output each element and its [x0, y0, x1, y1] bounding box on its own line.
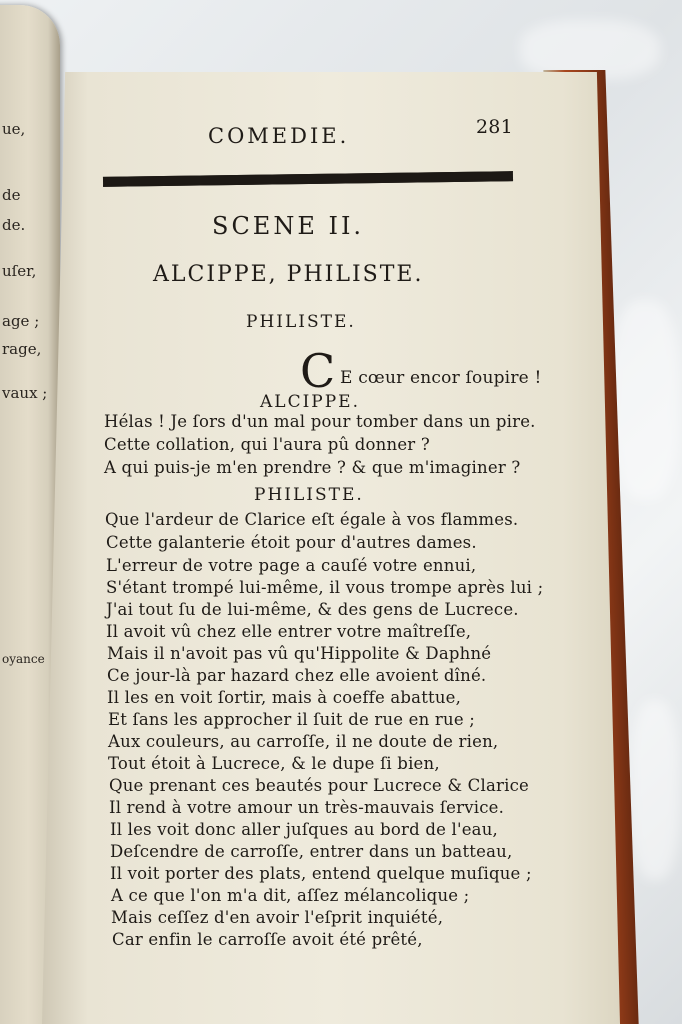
- left-page-fragment: rage,: [2, 340, 42, 358]
- running-head: COMEDIE.: [208, 124, 350, 148]
- verse-line: Cette collation, qui l'aura pû donner ?: [104, 435, 430, 454]
- verse-line: Il voit porter des plats, entend quelque muſique ;: [110, 864, 532, 883]
- drop-cap: C: [300, 344, 336, 398]
- left-page-fragment: de: [2, 186, 21, 204]
- left-page-fragment: vaux ;: [2, 384, 48, 402]
- verse-line: Il avoit vû chez elle entrer votre maîtreſſe,: [106, 622, 472, 641]
- verse-line: S'étant trompé lui-même, il vous trompe après lui ;: [106, 578, 544, 597]
- verse-line: Que prenant ces beautés pour Lucrece & Clarice: [109, 776, 529, 795]
- cloth-fold: [630, 700, 680, 880]
- verse-line: Car enfin le carroſſe avoit été prêté,: [112, 930, 423, 949]
- character-list: ALCIPPE, PHILISTE.: [153, 262, 424, 287]
- verse-line: J'ai tout ſu de lui-même, & des gens de Lucrece.: [106, 600, 519, 619]
- left-page-fragment: de.: [2, 216, 26, 234]
- verse-line: Mais ceſſez d'en avoir l'eſprit inquiété,: [111, 908, 444, 927]
- verse-line: A ce que l'on m'a dit, aſſez mélancolique ;: [111, 886, 470, 905]
- speaker-name: PHILISTE.: [254, 485, 364, 505]
- verse-line: E cœur encor ſoupire !: [340, 368, 542, 388]
- verse-line: L'erreur de votre page a cauſé votre ennui,: [106, 556, 477, 575]
- verse-line: Hélas ! Je ſors d'un mal pour tomber dans un pire.: [104, 412, 536, 431]
- verse-line: Cette galanterie étoit pour d'autres dames.: [106, 533, 477, 552]
- verse-line: Ce jour-là par hazard chez elle avoient dîné.: [107, 666, 487, 685]
- left-page-fragment: age ;: [2, 312, 40, 330]
- verse-line: Deſcendre de carroſſe, entrer dans un batteau,: [110, 842, 513, 861]
- page-number: 281: [476, 116, 513, 138]
- cloth-fold: [610, 300, 680, 500]
- left-page-fragment: ue,: [2, 120, 26, 138]
- verse-line: Tout étoit à Lucrece, & le dupe ſi bien,: [108, 754, 440, 773]
- speaker-name: ALCIPPE.: [260, 392, 360, 412]
- verse-line: Mais il n'avoit pas vû qu'Hippolite & Daphné: [107, 644, 492, 663]
- verse-line: Il rend à votre amour un très-mauvais ſervice.: [109, 798, 505, 817]
- left-page-fragment: uſer,: [2, 262, 37, 280]
- left-page-fragment: oyance: [2, 652, 45, 666]
- verse-line: Il les voit donc aller juſques au bord de l'eau,: [110, 820, 498, 839]
- verse-line: Et ſans les approcher il ſuit de rue en rue ;: [108, 710, 476, 729]
- verse-line: A qui puis-je m'en prendre ? & que m'imaginer ?: [104, 458, 521, 477]
- speaker-name: PHILISTE.: [246, 312, 356, 332]
- verse-line: Il les en voit ſortir, mais à coeffe abattue,: [107, 688, 462, 707]
- verse-line: Que l'ardeur de Clarice eſt égale à vos flammes.: [105, 510, 519, 529]
- verse-line: Aux couleurs, au carroſſe, il ne doute de rien,: [108, 732, 499, 751]
- scene-title: SCENE II.: [212, 212, 365, 240]
